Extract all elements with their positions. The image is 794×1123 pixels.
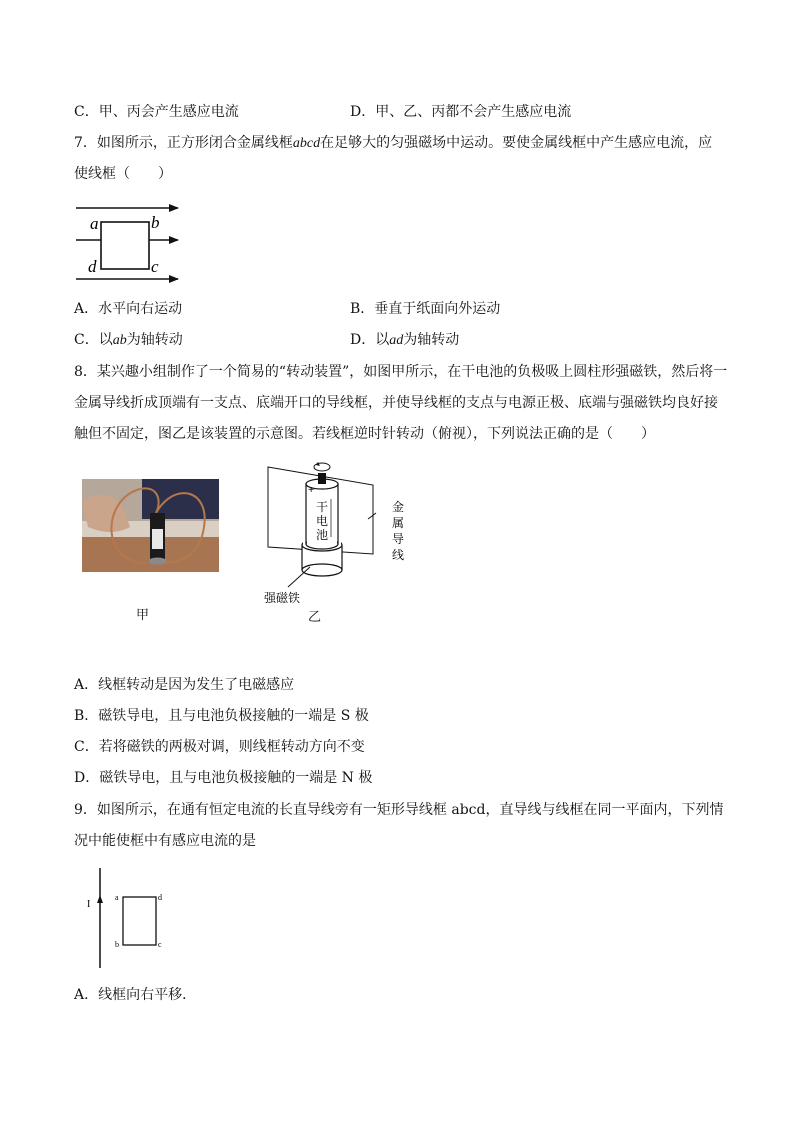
corner-c: c xyxy=(158,940,162,949)
q7-figure xyxy=(70,197,185,289)
q8-option-b: B．磁铁导电，且与电池负极接触的一端是 S 极 xyxy=(74,708,369,724)
magnet-label: 强磁铁 xyxy=(264,591,301,605)
q8-caption-yi: 乙 xyxy=(308,610,322,625)
q9-stem-line2: 况中能使框中有感应电流的是 xyxy=(74,833,256,849)
wire-label-2: 属 xyxy=(392,516,405,530)
corner-a: a xyxy=(115,893,119,902)
q7-option-d-post: 为轴转动 xyxy=(403,332,460,348)
photo-drawing xyxy=(82,479,219,572)
corner-b: b xyxy=(115,940,119,949)
q7-stem-line2: 使线框（ ） xyxy=(74,166,172,182)
rect-frame xyxy=(123,897,156,945)
plus-sign: + xyxy=(308,484,315,496)
q8-caption-jia: 甲 xyxy=(136,608,150,623)
q7-stem-var: abcd xyxy=(292,136,321,151)
q6-option-d: D．甲、乙、丙都不会产生感应电流 xyxy=(350,104,572,120)
square-frame xyxy=(101,222,149,269)
q8-stem-line1: 8．某兴趣小组制作了一个简易的“转动装置”，如图甲所示，在干电池的负极吸上圆柱形强磁铁，然后将一 xyxy=(74,364,728,380)
q8-diagram-yi xyxy=(258,459,408,609)
corner-d: d xyxy=(158,893,162,902)
q7-option-d-var: ad xyxy=(389,333,404,348)
battery-char-1: 干 xyxy=(316,500,329,514)
battery-char-2: 电 xyxy=(316,514,329,528)
current-label: I xyxy=(87,899,91,910)
q7-stem-pre: 7．如图所示，正方形闭合金属线框 xyxy=(74,135,293,151)
q8-stem-line3: 触但不固定，图乙是该装置的示意图。若线框逆时针转动（俯视），下列说法正确的是（ ） xyxy=(74,426,655,442)
q9-stem-line1: 9．如图所示，在通有恒定电流的长直导线旁有一矩形导线框 abcd，直导线与线框在同一平面内，下列情 xyxy=(74,802,724,818)
q6-option-c: C．甲、丙会产生感应电流 xyxy=(74,104,239,120)
q9-figure xyxy=(84,868,174,972)
q9-option-a: A．线框向右平移． xyxy=(74,987,197,1003)
q7-option-a: A．水平向右运动 xyxy=(74,301,183,317)
q7-option-d xyxy=(350,330,459,351)
wire-label-3: 导 xyxy=(392,532,405,546)
q7-option-c xyxy=(74,330,183,351)
wire-label-1: 金 xyxy=(392,500,405,514)
q8-option-c: C．若将磁铁的两极对调，则线框转动方向不变 xyxy=(74,739,365,755)
q7-stem xyxy=(74,133,712,154)
q7-option-c-var: ab xyxy=(112,333,127,348)
wire-label-4: 线 xyxy=(392,548,405,562)
current-arrow xyxy=(97,895,103,903)
q7-stem-post: 在足够大的匀强磁场中运动。要使金属线框中产生感应电流，应 xyxy=(320,135,713,151)
label-c: c xyxy=(151,257,159,276)
q8-option-a: A．线框转动是因为发生了电磁感应 xyxy=(74,677,295,693)
q8-photo-jia xyxy=(82,479,219,572)
label-a: a xyxy=(90,214,99,233)
label-b: b xyxy=(151,213,160,232)
q7-option-c-post: 为轴转动 xyxy=(126,332,183,348)
rotation-arrow xyxy=(314,463,330,471)
positive-terminal xyxy=(318,473,326,484)
battery-char-3: 池 xyxy=(316,528,329,542)
q8-stem-line2: 金属导线折成顶端有一支点、底端开口的导线框，并使导线框的支点与电源正极、底端与强磁铁均良好接 xyxy=(74,395,718,411)
q7-option-b: B．垂直于纸面向外运动 xyxy=(350,301,501,317)
label-d: d xyxy=(88,257,97,276)
q7-option-c-pre: C．以 xyxy=(74,332,113,348)
q7-option-d-pre: D．以 xyxy=(350,332,390,348)
q8-option-d: D．磁铁导电，且与电池负极接触的一端是 N 极 xyxy=(74,770,373,786)
